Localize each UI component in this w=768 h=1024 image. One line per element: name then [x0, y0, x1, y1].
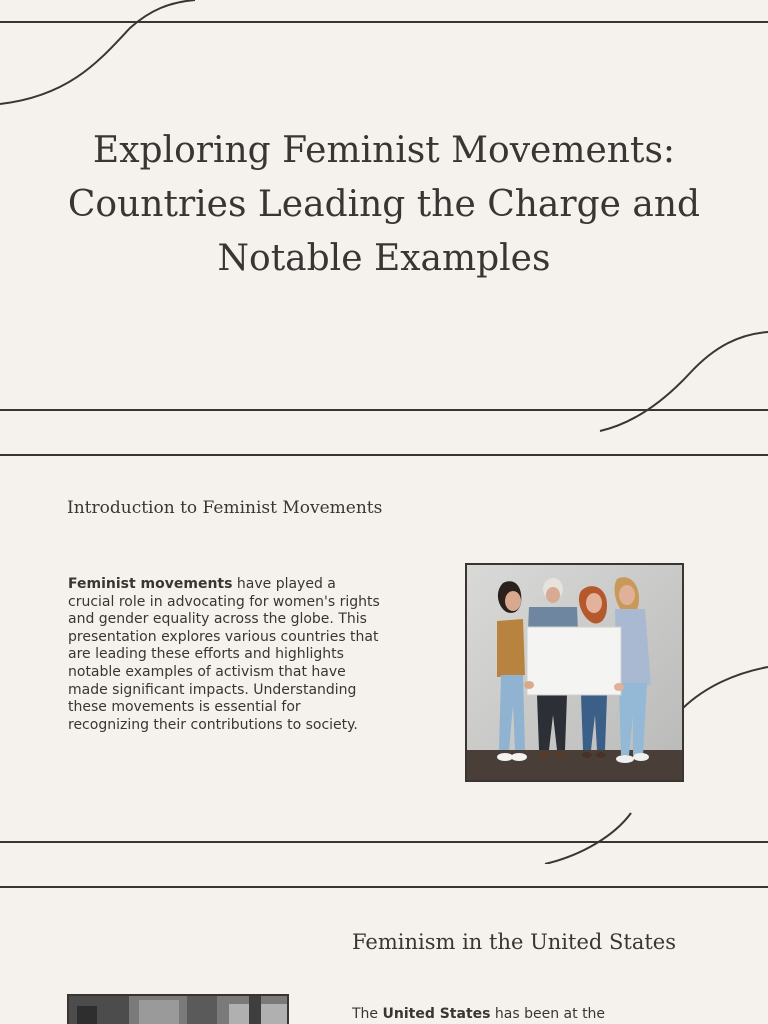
united-states-paragraph — [352, 1006, 712, 1024]
top-rule — [0, 454, 768, 456]
page-title: Exploring Feminist Movements: Countries Leading the Charge and Notable Examples — [67, 130, 701, 279]
section-heading: Feminism in the United States — [352, 930, 676, 954]
title-slide — [0, 0, 768, 432]
united-states-slide — [0, 864, 768, 1024]
top-rule — [0, 886, 768, 888]
intro-keyword: Feminist movements — [68, 576, 233, 592]
introduction-slide — [0, 432, 768, 864]
section-heading: Introduction to Feminist Movements — [67, 498, 383, 518]
us-body: has been at the — [490, 1006, 606, 1022]
right-curve-decoration — [545, 665, 768, 864]
top-left-curve-decoration — [0, 0, 200, 110]
intro-body: have played a crucial role in advocating for women's rights and gender equality across the globe. This presentation explores various countries that are leading these efforts and highlights notable examples of activism that have made significant impacts. Understanding these movements is essential for recognizing their contributions to society. — [68, 576, 380, 733]
us-body-prefix: The — [352, 1006, 383, 1022]
us-keyword: United States — [382, 1006, 491, 1022]
bottom-rule — [0, 841, 768, 843]
bottom-right-curve-decoration — [595, 328, 768, 432]
black-and-white-protest-photo — [67, 994, 289, 1024]
intro-paragraph — [68, 576, 386, 734]
